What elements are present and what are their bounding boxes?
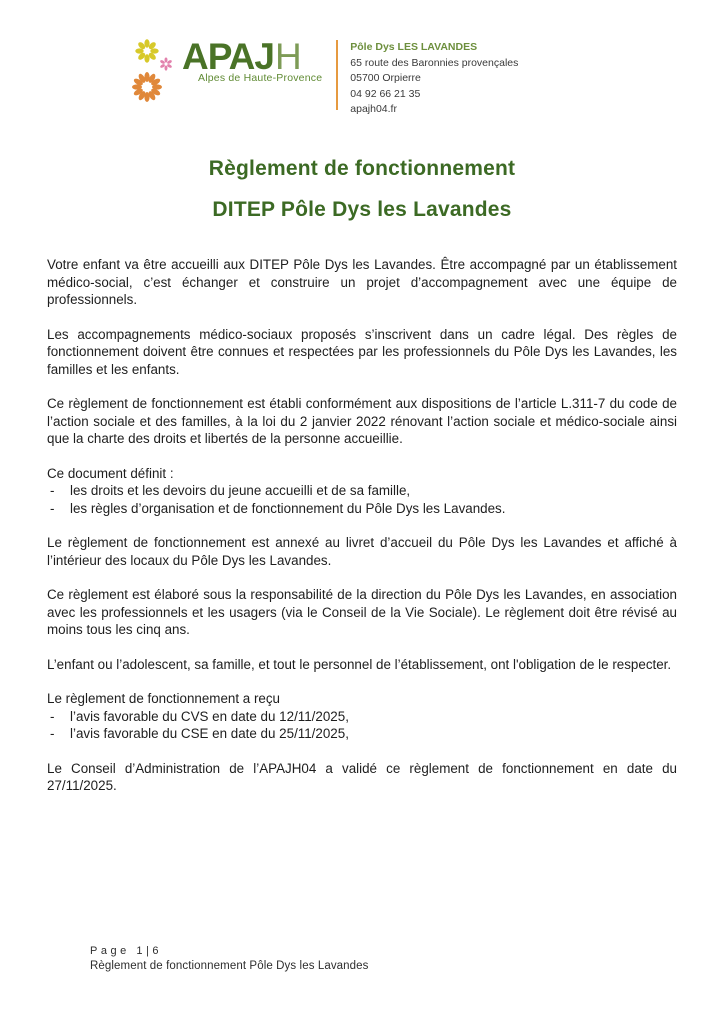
apajh-logo [182, 38, 322, 84]
document-title-line-1: Règlement de fonctionnement [208, 157, 516, 180]
document-body [47, 256, 677, 812]
list-item: - l’avis favorable du CVS en date du 12/11/2025, [47, 708, 677, 726]
paragraph-annexe: Le règlement de fonctionnement est annexé au livret d’accueil du Pôle Dys les Lavandes et affiché à l’intérieur des locaux du Pôle Dys les Lavandes. [47, 535, 677, 568]
paragraph-welcome: Votre enfant va être accueilli aux DITEP Pôle Dys les Lavandes. Être accompagné par un établissement médico-social, c’est échanger et construire un projet d’accompagnement avec une équipe de professionnels. [47, 257, 677, 307]
paragraph-article-l311: Ce règlement de fonctionnement est établi conformément aux dispositions de l’article L.311-7 du code de l’action sociale et des familles, à la loi du 2 janvier 2022 rénovant l’action sociale et médico-sociale ainsi que la charte des droits et libertés de la personne accueillie. [47, 396, 677, 446]
header-divider [336, 40, 338, 110]
site-name: Pôle Dys LES LAVANDES [350, 41, 478, 53]
page-number: Page 1|6 [90, 945, 162, 957]
recu-list [47, 708, 677, 743]
list-item: - l’avis favorable du CSE en date du 25/11/2025, [47, 725, 677, 743]
definit-list [47, 482, 677, 517]
footer-doc-title: Règlement de fonctionnement Pôle Dys les Lavandes [90, 960, 369, 972]
contact-block [350, 38, 518, 118]
header [130, 38, 518, 118]
logo-acronym-bold: APAJ [182, 36, 274, 77]
orange-flower-icon [130, 70, 164, 104]
pink-flower-icon [159, 57, 173, 71]
address-line-1: 65 route des Baronnies provençales [350, 56, 519, 69]
website: apajh04.fr [350, 103, 397, 115]
title-block [0, 157, 724, 239]
recu-intro: Le règlement de fonctionnement a reçu [47, 691, 280, 706]
logo-acronym-light: H [274, 36, 302, 77]
paragraph-obligation: L’enfant ou l’adolescent, sa famille, et tout le personnel de l’établissement, ont l'obligation de le respecter. [47, 656, 672, 672]
yellow-flower-icon [134, 38, 160, 64]
phone-number: 04 92 66 21 35 [350, 87, 421, 100]
apajh-logo-flowers [130, 38, 180, 108]
paragraph-elaboration: Ce règlement est élaboré sous la responsabilité de la direction du Pôle Dys les Lavandes, en association avec les professionnels et les usagers (via le Conseil de la Vie Sociale). Le règlement doit être révisé au moins tous les cinq ans. [47, 587, 677, 637]
page-footer [90, 945, 369, 972]
address-line-2: 05700 Orpierre [350, 72, 421, 84]
paragraph-legal-frame: Les accompagnements médico-sociaux proposés s’inscrivent dans un cadre légal. Des règles de fonctionnement doivent être connues et respectées par les professionnels du Pôle Dys les Lavandes, les familles et les enfants. [47, 326, 677, 377]
logo-tagline: Alpes de Haute-Provence [198, 72, 323, 84]
list-item: - les règles d’organisation et de fonctionnement du Pôle Dys les Lavandes. [47, 500, 677, 518]
paragraph-validation: Le Conseil d’Administration de l’APAJH04 a validé ce règlement de fonctionnement en date du 27/11/2025. [47, 760, 677, 793]
definit-intro: Ce document définit : [47, 465, 174, 481]
apajh-logo-word [182, 38, 322, 75]
document-title-line-2: DITEP Pôle Dys les Lavandes [212, 198, 512, 221]
list-item: - les droits et les devoirs du jeune accueilli et de sa famille, [47, 482, 677, 500]
